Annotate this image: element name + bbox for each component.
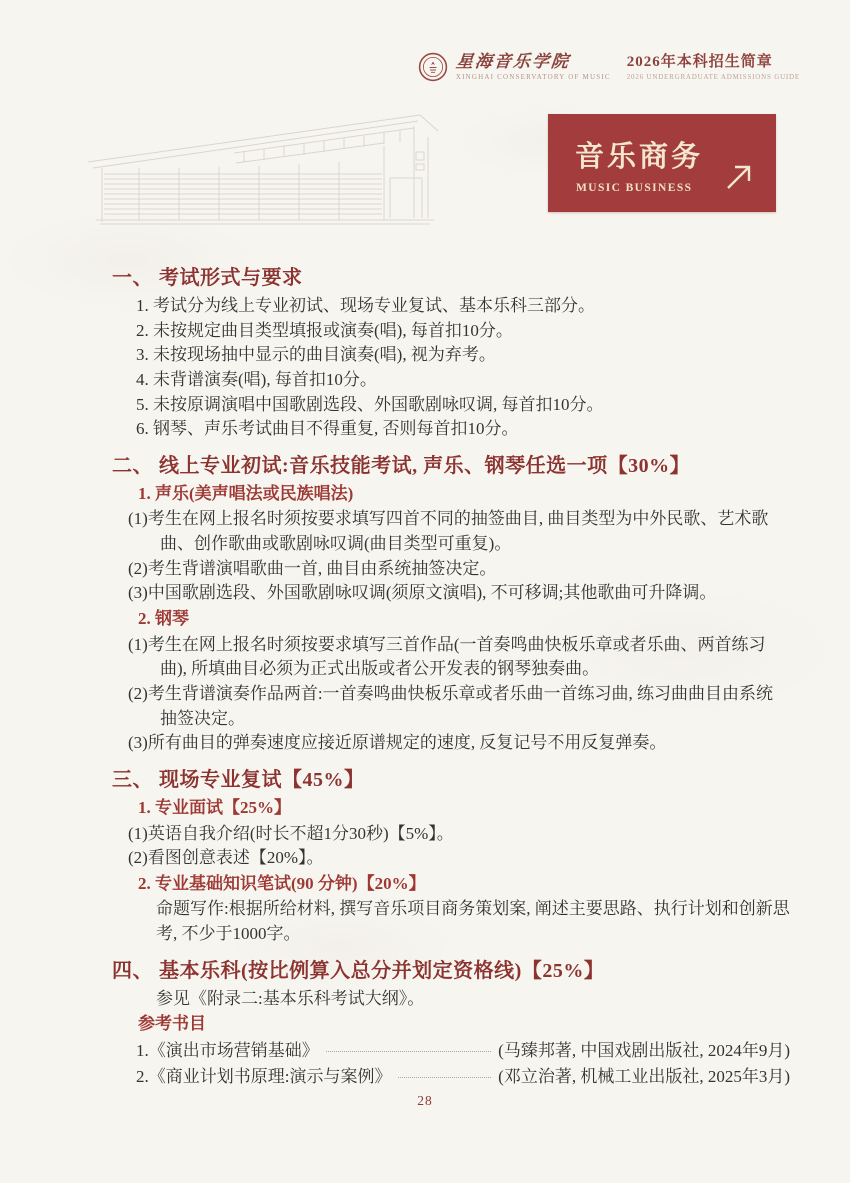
page-number: 28: [417, 1093, 433, 1108]
section: [112, 261, 790, 442]
section-heading: [112, 954, 790, 983]
conservatory-name: 星海音乐学院: [454, 51, 571, 71]
section-number: 四、: [112, 959, 153, 982]
reference-book-row: [112, 1038, 790, 1064]
list-item: (2)考生背谱演唱歌曲一首, 曲目由系统抽签决定。: [128, 558, 497, 578]
section-heading: [112, 763, 790, 792]
program-title-en: MUSIC BUSINESS: [576, 182, 693, 194]
university-seal-icon: [418, 52, 448, 82]
list-item: 6. 钢琴、声乐考试曲目不得重复, 否则每首扣10分。: [136, 419, 519, 439]
book-title: 1.《演出市场营销基础》: [136, 1041, 319, 1061]
section-title: 线上专业初试:音乐技能考试, 声乐、钢琴任选一项【30%】: [159, 454, 691, 477]
page-header: [418, 52, 800, 82]
section-title: 现场专业复试【45%】: [159, 768, 365, 791]
section-heading: [112, 449, 790, 478]
building-sketch: [84, 100, 444, 245]
section-title: 基本乐科(按比例算入总分并划定资格线)【25%】: [159, 959, 605, 982]
list-item: 命题写作:根据所给材料, 撰写音乐项目商务策划案, 阐述主要思路、执行计划和创新思考, 不少于1000字。: [156, 899, 790, 944]
section: [112, 763, 790, 947]
list-item: 2. 未按规定曲目类型填报或演奏(唱), 每首扣10分。: [136, 320, 513, 340]
list-item: (2)考生背谱演奏作品两首:一首奏鸣曲快板乐章或者乐曲一首练习曲, 练习曲曲目由系统抽签决定。: [128, 683, 774, 728]
list-item: (3)所有曲目的弹奏速度应接近原谱规定的速度, 反复记号不用反复弹奏。: [128, 733, 667, 753]
subsection-heading: 1. 声乐(美声唱法或民族唱法): [138, 483, 354, 503]
reference-book-row: [112, 1064, 790, 1090]
section: [112, 449, 790, 756]
program-title: 音乐商务: [575, 141, 704, 173]
section: [112, 954, 790, 1089]
subsection-heading: 1. 专业面试【25%】: [138, 797, 291, 817]
list-item: (2)看图创意表述【20%】。: [128, 848, 324, 868]
list-item: (1)考生在网上报名时须按要求填写三首作品(一首奏鸣曲快板乐章或者乐曲、两首练习曲), 所填曲目必须为正式出版或者公开发表的钢琴独奏曲。: [128, 634, 766, 679]
list-item: 1. 考试分为线上专业初试、现场专业复试、基本乐科三部分。: [136, 296, 595, 315]
program-banner: [548, 114, 776, 212]
dotted-leader: [398, 1077, 491, 1078]
section-heading: [112, 261, 790, 290]
section-number: 一、: [112, 267, 153, 289]
subsection-heading: 2. 专业基础知识笔试(90 分钟)【20%】: [138, 873, 426, 893]
list-item: 3. 未按现场抽中显示的曲目演奏(唱), 视为弃考。: [136, 345, 496, 365]
conservatory-brand: [418, 52, 611, 82]
book-title: 2.《商业计划书原理:演示与案例》: [136, 1066, 392, 1086]
document-content: [112, 256, 790, 1096]
dotted-leader: [326, 1051, 491, 1052]
list-item: (1)英语自我介绍(时长不超1分30秒)【5%】。: [128, 823, 454, 843]
list-item: (1)考生在网上报名时须按要求填写四首不同的抽签曲目, 曲目类型为中外民歌、艺术歌曲、创作歌曲或歌剧咏叹调(曲目类型可重复)。: [128, 509, 769, 554]
list-item: (3)中国歌剧选段、外国歌剧咏叹调(须原文演唱), 不可移调;其他歌曲可升降调。: [128, 583, 717, 603]
arrow-up-right-icon: [724, 162, 754, 192]
subsection-heading: 参考书目: [138, 1014, 206, 1034]
subsection-heading: 2. 钢琴: [138, 609, 189, 629]
book-publisher: (马臻邦著, 中国戏剧出版社, 2024年9月): [498, 1041, 790, 1061]
guide-title-en: 2026 UNDERGRADUATE ADMISSIONS GUIDE: [626, 72, 800, 81]
list-item: 4. 未背谱演奏(唱), 每首扣10分。: [136, 369, 377, 389]
conservatory-name-en: XINGHAI CONSERVATORY OF MUSIC: [455, 72, 611, 81]
section-number: 三、: [112, 768, 153, 791]
list-item: 5. 未按原调演唱中国歌剧选段、外国歌剧咏叹调, 每首扣10分。: [136, 394, 604, 414]
book-publisher: (邓立治著, 机械工业出版社, 2025年3月): [498, 1066, 790, 1086]
guide-title: 2026年本科招生简章: [626, 53, 773, 70]
list-item: 参见《附录二:基本乐科考试大纲》。: [156, 988, 425, 1008]
section-title: 考试形式与要求: [159, 267, 303, 289]
section-number: 二、: [112, 454, 153, 477]
